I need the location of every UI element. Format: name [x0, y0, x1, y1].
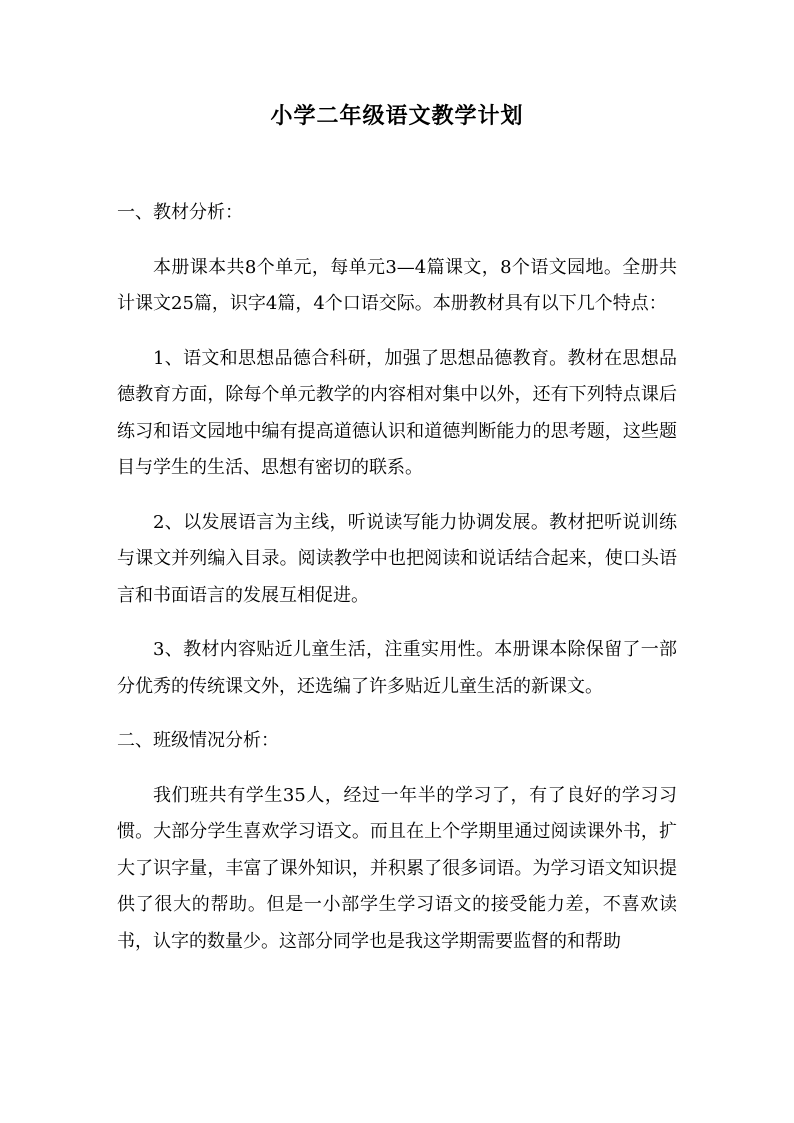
document-body: [117, 195, 677, 978]
section-heading-class-analysis: 二、班级情况分析：: [117, 730, 279, 751]
paragraph: 本册课本共8个单元，每单元3—4篇课文，8个语文园地。全册共计课文25篇，识字4篇，4个口语交际。本册教材具有以下几个特点：: [117, 256, 677, 314]
paragraph: 2、以发展语言为主线，听说读写能力协调发展。教材把听说训练与课文并列编入目录。阅读教学中也把阅读和说话结合起来，使口头语言和书面语言的发展互相促进。: [117, 511, 677, 606]
section-heading-textbook-analysis: 一、教材分析：: [117, 202, 243, 223]
paragraph: 1、语文和思想品德合科研，加强了思想品德教育。教材在思想品德教育方面，除每个单元教学的内容相对集中以外，还有下列特点课后练习和语文园地中编有提高道德认识和道德判断能力的思考题，这些题目与学生的生活、思想有密切的联系。: [117, 347, 677, 478]
document-title: 小学二年级语文教学计划: [270, 103, 524, 129]
paragraph: 我们班共有学生35人，经过一年半的学习了，有了良好的学习习惯。大部分学生喜欢学习语文。而且在上个学期里通过阅读课外书，扩大了识字量，丰富了课外知识，并积累了很多词语。为学习语文知识提供了很大的帮助。但是一小部学生学习语文的接受能力差，不喜欢读书，认字的数量少。这部分同学也是我这学期需要监督的和帮助: [117, 784, 677, 952]
paragraph: 3、教材内容贴近儿童生活，注重实用性。本册课本除保留了一部分优秀的传统课文外，还选编了许多贴近儿童生活的新课文。: [117, 639, 677, 697]
